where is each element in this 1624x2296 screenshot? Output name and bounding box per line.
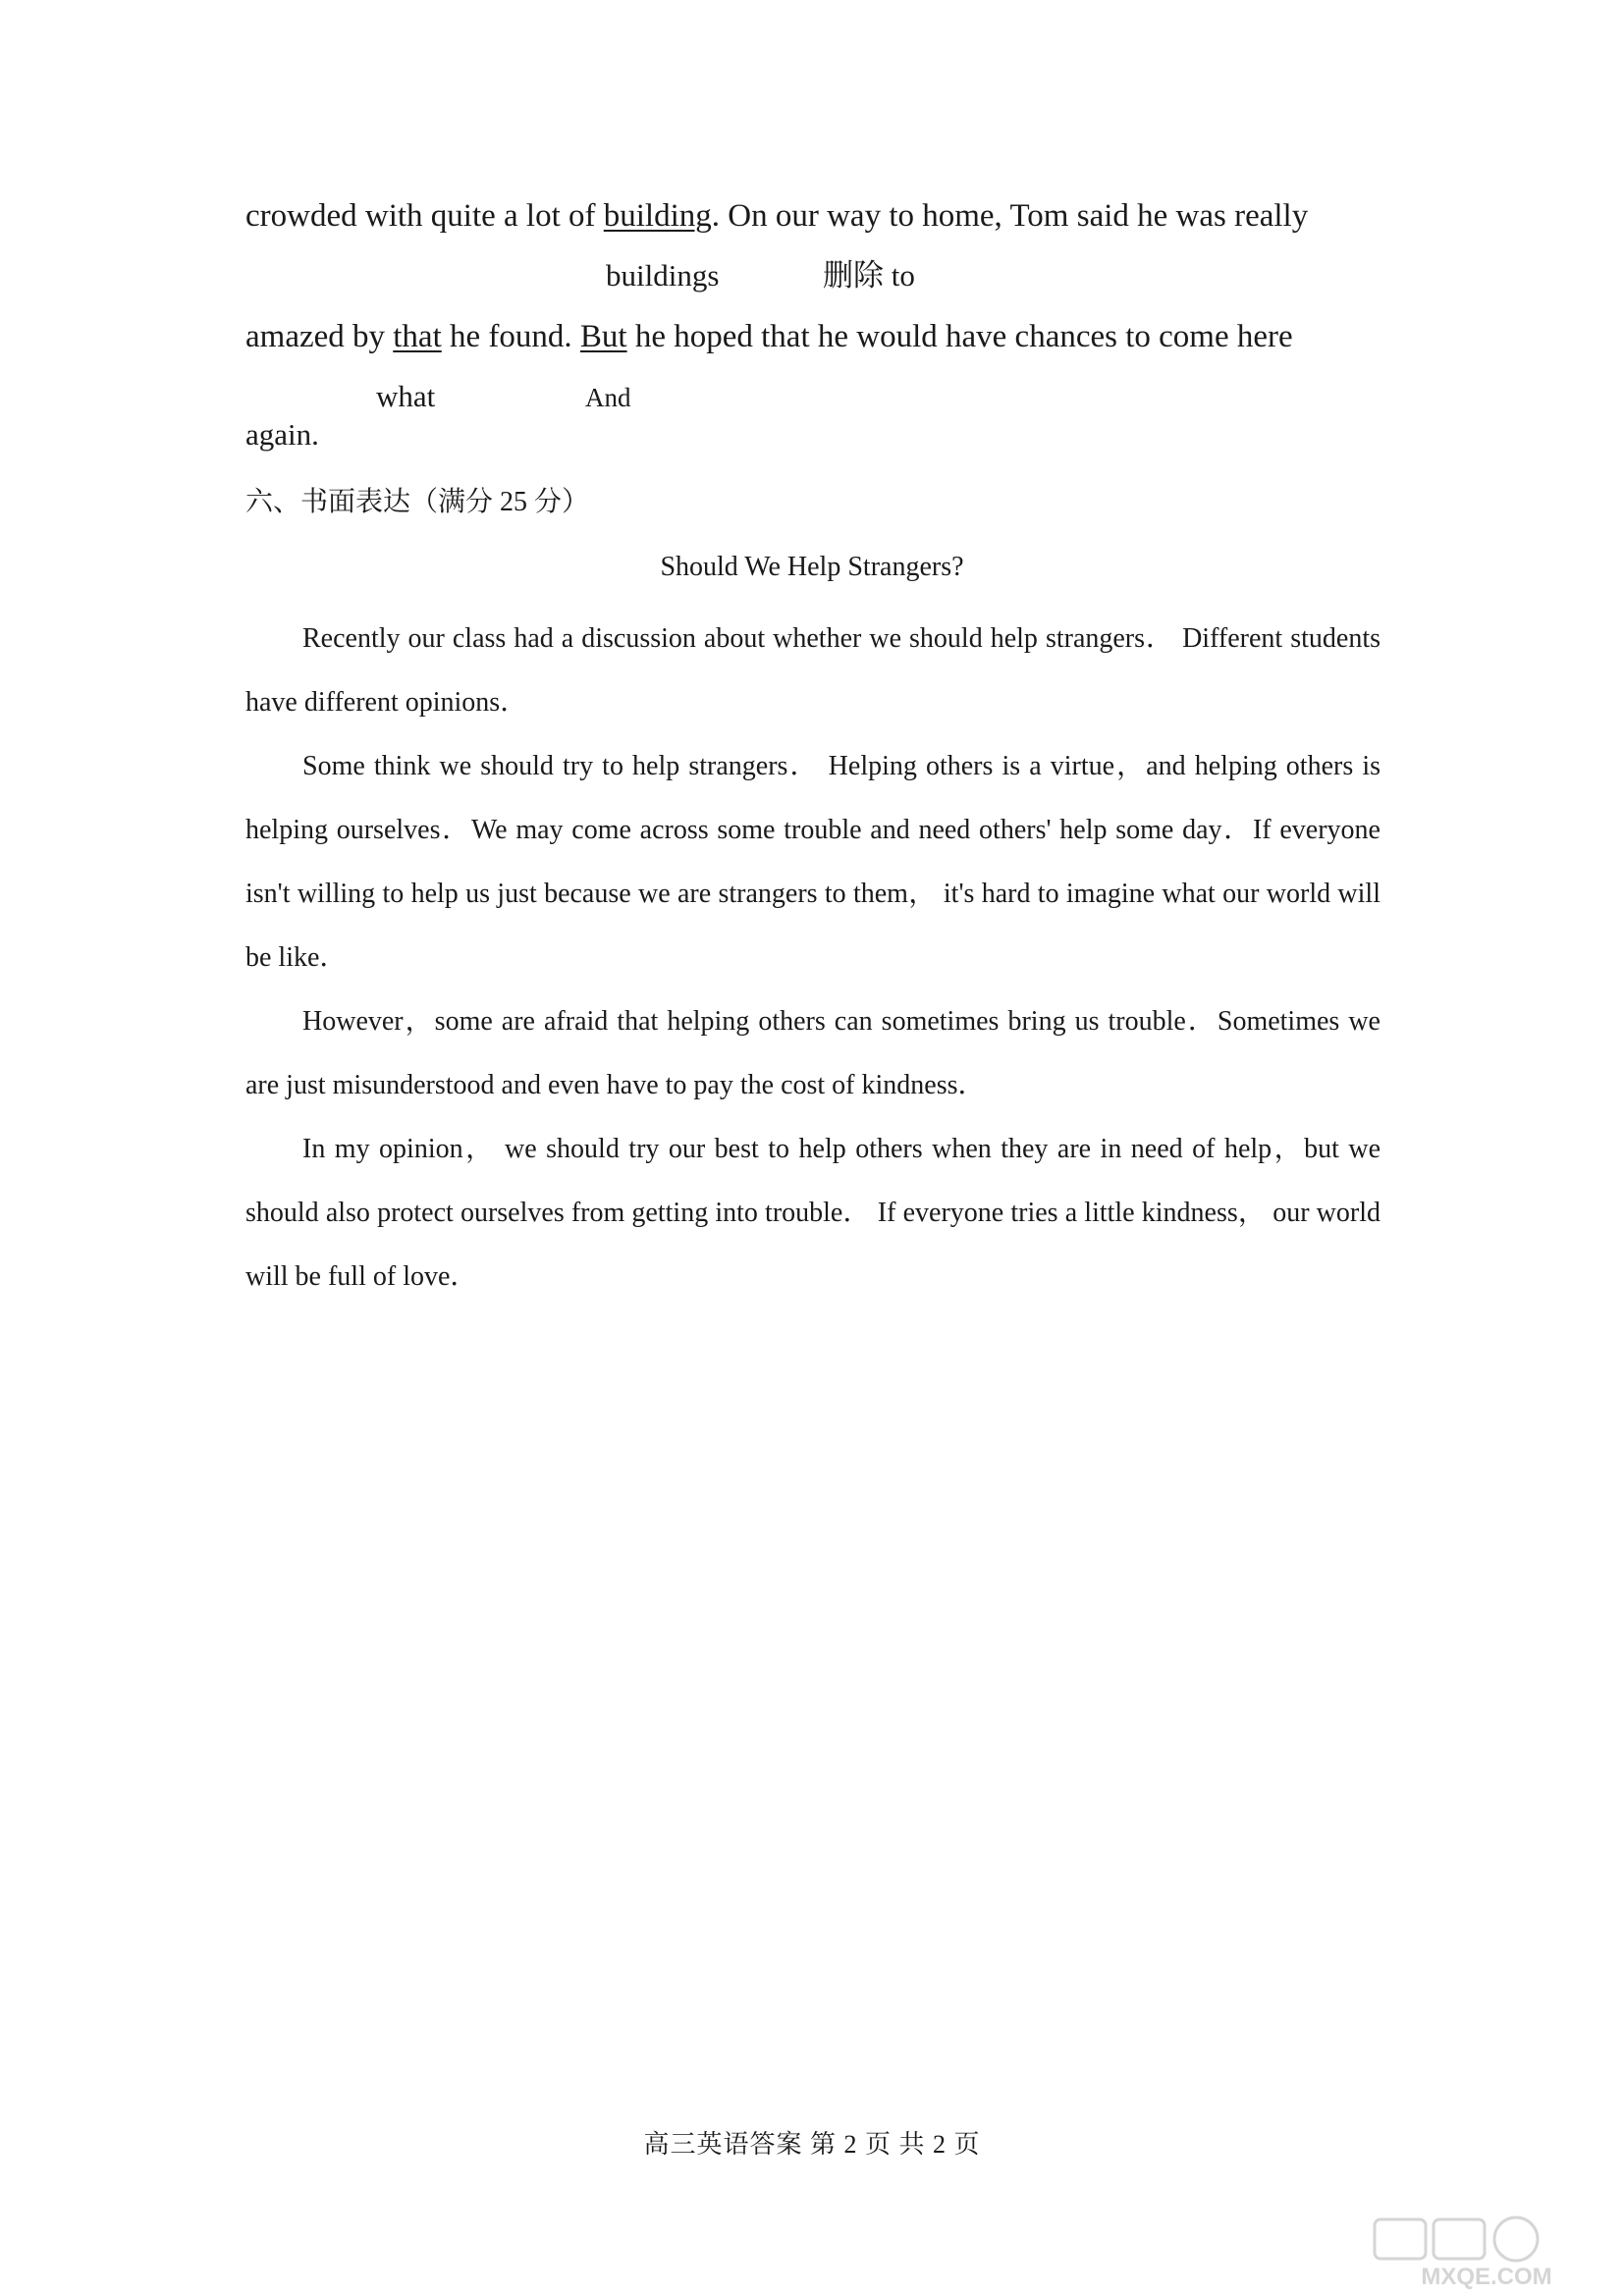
watermark-text: MXQE.COM [1421, 2264, 1552, 2290]
essay-paragraph-4: In my opinion， we should try our best to help others when they are in need of help，but we should also protect ourselves from getting into trouble． If everyone tries a little kindness， our world will be full of love． [245, 1134, 1380, 1292]
correction-line-3: again. [245, 417, 319, 452]
essay-paragraph-2: Some think we should try to help strangers． Helping others is a virtue，and helping others is helping ourselves．We may come across some trouble and need others' help some day．If everyone isn't willing to help us just because we are strangers to them， it's hard to imagine what our world will be like． [245, 751, 1380, 973]
correction-line-2-before: amazed by [245, 319, 394, 354]
essay-paragraph-3: However，some are afraid that helping others can sometimes bring us trouble．Sometimes we are just misunderstood and even have to pay the cost of kindness． [245, 1006, 1380, 1100]
correction-fix-what: what [376, 379, 436, 413]
correction-line-1-before: crowded with quite a lot of [245, 198, 604, 234]
essay-paragraph-1: Recently our class had a discussion about whether we should help strangers． Different students have different opinions． [245, 623, 1380, 718]
correction-marked-word-building: building [603, 198, 712, 234]
correction-line-2-middle: he found. [441, 319, 580, 354]
correction-fix-buildings: buildings [606, 258, 720, 293]
correction-marked-word-but: But [579, 319, 627, 354]
correction-fix-delete-to: 删除 to [823, 258, 915, 293]
correction-line-1 [245, 196, 1308, 236]
answer-site-watermark-icon [1369, 2212, 1604, 2290]
section-heading-writing: 六、书面表达（满分 25 分） [245, 487, 590, 517]
correction-line-2-after: he hoped that he would have chances to come here [626, 319, 1293, 354]
essay-title: Should We Help Strangers? [660, 552, 964, 582]
essay-body [245, 607, 1380, 1308]
correction-fix-and: And [585, 383, 631, 412]
correction-line-1-after: . On our way to home, Tom said he was really [711, 198, 1309, 234]
correction-marked-word-that: that [393, 319, 442, 354]
correction-line-2 [245, 317, 1293, 356]
page-footer: 高三英语答案 第 2 页 共 2 页 [643, 2130, 981, 2159]
